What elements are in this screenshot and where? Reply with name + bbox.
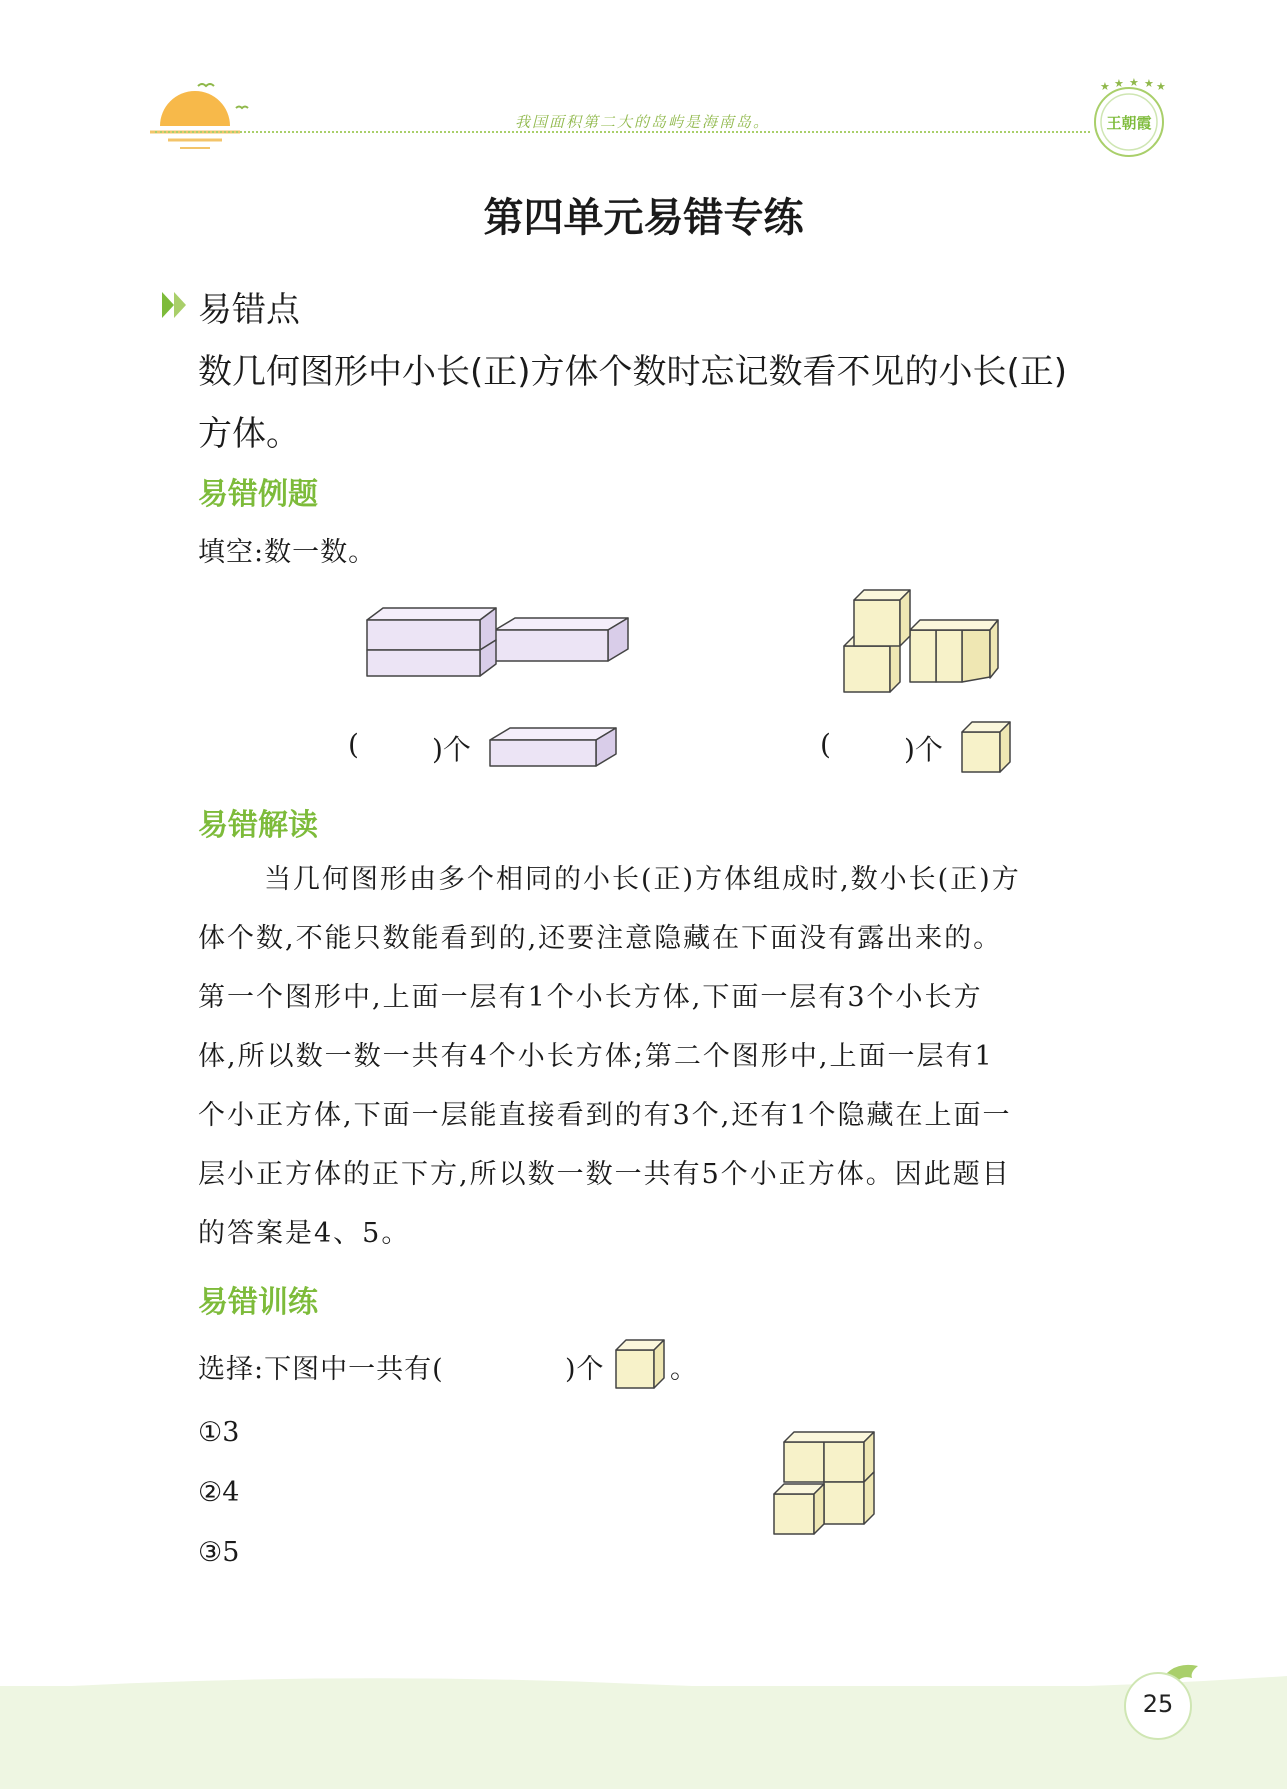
header-tagline: 我国面积第二大的岛屿是海南岛。 [515,113,771,131]
cube-unit-icon [612,1336,668,1392]
brand-badge [1088,78,1170,164]
blank-2-left-paren: ( [820,728,831,761]
footer-band [0,1686,1287,1789]
explanation-line-3: 第一个图形中,上面一层有1个小长方体,下面一层有3个小长方 [198,982,983,1013]
page-title: 第四单元易错专练 [483,195,804,241]
answer-blank-1[interactable] [366,728,432,762]
blank-1-left-paren: ( [348,728,359,761]
key-point-line-2: 方体。 [198,414,300,454]
double-chevron-icon [160,290,192,320]
training-question-middle: )个 [565,1354,605,1385]
cube-arrangement-figure [840,588,1000,698]
training-question-prefix: 选择:下图中一共有( [198,1354,444,1385]
example-instruction: 填空:数一数。 [198,537,377,568]
sunset-logo [150,78,250,153]
explanation-heading: 易错解读 [198,808,318,843]
option-1[interactable]: ①3 [198,1417,240,1448]
answer-blank-2[interactable] [838,728,904,762]
example-heading: 易错例题 [198,477,318,512]
cuboid-stack-figure [360,600,630,680]
page-number: 25 [1142,1690,1174,1718]
cube-unit-icon [958,718,1016,776]
svg-text:★: ★ [1114,78,1124,90]
badge-text: 王朝霞 [1106,114,1152,132]
svg-text:★: ★ [1129,78,1139,89]
cube-stack-figure [770,1428,882,1538]
svg-text:★: ★ [1144,78,1154,90]
explanation-line-6: 层小正方体的正下方,所以数一数一共有5个小正方体。因此题目 [198,1159,1011,1190]
option-2[interactable]: ②4 [198,1477,240,1508]
blank-1-right-label: )个 [432,733,471,766]
cuboid-unit-icon [486,722,622,770]
explanation-line-5: 个小正方体,下面一层能直接看到的有3个,还有1个隐藏在上面一 [198,1100,1012,1131]
section-heading: 易错点 [198,290,300,330]
blank-2-right-label: )个 [904,733,943,766]
key-point-line-1: 数几何图形中小长(正)方体个数时忘记数看不见的小长(正) [198,352,1068,392]
explanation-paragraph [198,850,1158,1263]
svg-text:★: ★ [1156,80,1166,93]
training-heading: 易错训练 [198,1285,318,1320]
training-answer-blank[interactable] [460,1344,564,1380]
explanation-line-2: 体个数,不能只数能看到的,还要注意隐藏在下面没有露出来的。 [198,923,1003,954]
explanation-line-7: 的答案是4、5。 [198,1218,411,1249]
explanation-line-4: 体,所以数一数一共有4个小长方体;第二个图形中,上面一层有1 [198,1041,994,1072]
svg-text:★: ★ [1100,80,1110,93]
training-question-suffix: 。 [670,1354,698,1385]
option-3[interactable]: ③5 [198,1537,240,1568]
explanation-line-1: 当几何图形由多个相同的小长(正)方体组成时,数小长(正)方 [264,864,1021,895]
